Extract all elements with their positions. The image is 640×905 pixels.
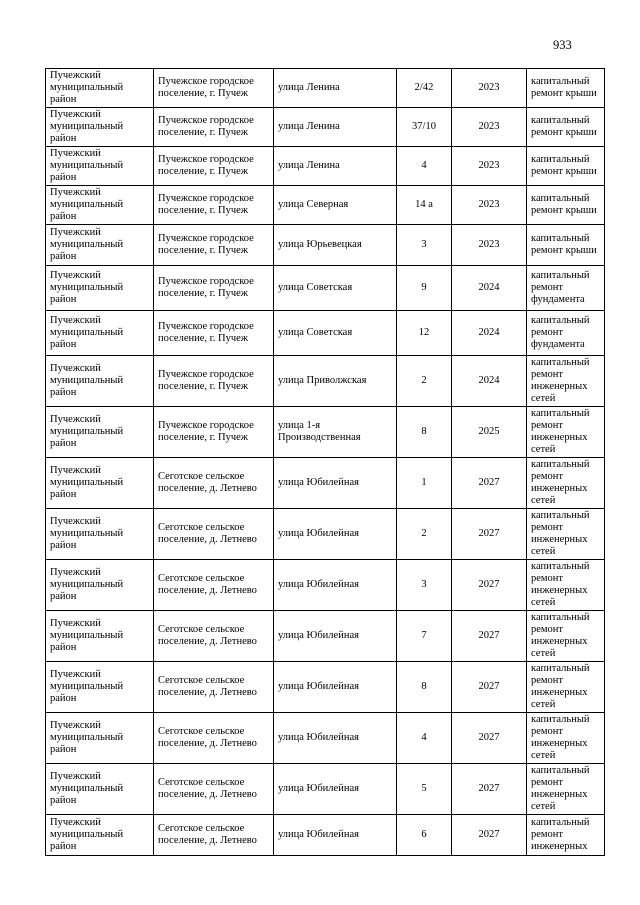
- district-cell: Пучежский муниципальный район: [46, 356, 154, 407]
- year-cell: 2027: [452, 611, 527, 662]
- street-cell: улица Ленина: [274, 108, 397, 147]
- district-cell: Пучежский муниципальный район: [46, 147, 154, 186]
- table-row: [46, 662, 605, 713]
- settlement-cell: Пучежское городское поселение, г. Пучеж: [154, 356, 274, 407]
- work-cell: капитальный ремонт инженерных сетей: [527, 356, 605, 407]
- year-cell: 2024: [452, 356, 527, 407]
- district-cell: Пучежский муниципальный район: [46, 225, 154, 266]
- table-row: [46, 356, 605, 407]
- district-cell: Пучежский муниципальный район: [46, 815, 154, 856]
- year-cell: 2027: [452, 458, 527, 509]
- work-cell: капитальный ремонт инженерных сетей: [527, 509, 605, 560]
- table-row: [46, 815, 605, 856]
- settlement-cell: Пучежское городское поселение, г. Пучеж: [154, 407, 274, 458]
- table-row: [46, 69, 605, 108]
- settlement-cell: Пучежское городское поселение, г. Пучеж: [154, 186, 274, 225]
- house-cell: 3: [397, 225, 452, 266]
- house-cell: 2: [397, 509, 452, 560]
- house-cell: 37/10: [397, 108, 452, 147]
- settlement-cell: Сеготское сельское поселение, д. Летнево: [154, 458, 274, 509]
- district-cell: Пучежский муниципальный район: [46, 108, 154, 147]
- district-cell: Пучежский муниципальный район: [46, 713, 154, 764]
- year-cell: 2023: [452, 225, 527, 266]
- street-cell: улица Юбилейная: [274, 662, 397, 713]
- house-cell: 14 а: [397, 186, 452, 225]
- table-row: [46, 225, 605, 266]
- street-cell: улица Юрьевецкая: [274, 225, 397, 266]
- year-cell: 2024: [452, 311, 527, 356]
- table-row: [46, 509, 605, 560]
- district-cell: Пучежский муниципальный район: [46, 266, 154, 311]
- year-cell: 2023: [452, 108, 527, 147]
- table-row: [46, 147, 605, 186]
- table-row: [46, 713, 605, 764]
- street-cell: улица Советская: [274, 311, 397, 356]
- table-row: [46, 266, 605, 311]
- street-cell: улица Юбилейная: [274, 509, 397, 560]
- table-row: [46, 108, 605, 147]
- work-cell: капитальный ремонт инженерных сетей: [527, 611, 605, 662]
- year-cell: 2027: [452, 560, 527, 611]
- year-cell: 2025: [452, 407, 527, 458]
- house-cell: 5: [397, 764, 452, 815]
- house-cell: 2/42: [397, 69, 452, 108]
- table-row: [46, 186, 605, 225]
- house-cell: 1: [397, 458, 452, 509]
- settlement-cell: Сеготское сельское поселение, д. Летнево: [154, 662, 274, 713]
- street-cell: улица Ленина: [274, 69, 397, 108]
- street-cell: улица Юбилейная: [274, 560, 397, 611]
- street-cell: улица Юбилейная: [274, 815, 397, 856]
- district-cell: Пучежский муниципальный район: [46, 186, 154, 225]
- house-cell: 2: [397, 356, 452, 407]
- page-number: 933: [553, 38, 572, 52]
- year-cell: 2023: [452, 69, 527, 108]
- work-cell: капитальный ремонт крыши: [527, 225, 605, 266]
- street-cell: улица 1-я Производственная: [274, 407, 397, 458]
- work-cell: капитальный ремонт инженерных сетей: [527, 458, 605, 509]
- street-cell: улица Ленина: [274, 147, 397, 186]
- work-cell: капитальный ремонт инженерных сетей: [527, 407, 605, 458]
- table-row: [46, 311, 605, 356]
- year-cell: 2024: [452, 266, 527, 311]
- district-cell: Пучежский муниципальный район: [46, 764, 154, 815]
- table-row: [46, 560, 605, 611]
- district-cell: Пучежский муниципальный район: [46, 662, 154, 713]
- settlement-cell: Сеготское сельское поселение, д. Летнево: [154, 560, 274, 611]
- year-cell: 2027: [452, 662, 527, 713]
- house-cell: 12: [397, 311, 452, 356]
- work-cell: капитальный ремонт инженерных сетей: [527, 764, 605, 815]
- street-cell: улица Юбилейная: [274, 458, 397, 509]
- settlement-cell: Пучежское городское поселение, г. Пучеж: [154, 311, 274, 356]
- year-cell: 2023: [452, 147, 527, 186]
- settlement-cell: Сеготское сельское поселение, д. Летнево: [154, 611, 274, 662]
- street-cell: улица Юбилейная: [274, 764, 397, 815]
- work-cell: капитальный ремонт крыши: [527, 147, 605, 186]
- house-cell: 8: [397, 662, 452, 713]
- housing-repair-table: [45, 68, 605, 856]
- street-cell: улица Юбилейная: [274, 713, 397, 764]
- house-cell: 7: [397, 611, 452, 662]
- street-cell: улица Северная: [274, 186, 397, 225]
- table-row: [46, 611, 605, 662]
- house-cell: 3: [397, 560, 452, 611]
- settlement-cell: Пучежское городское поселение, г. Пучеж: [154, 108, 274, 147]
- table-row: [46, 458, 605, 509]
- settlement-cell: Пучежское городское поселение, г. Пучеж: [154, 266, 274, 311]
- district-cell: Пучежский муниципальный район: [46, 560, 154, 611]
- settlement-cell: Сеготское сельское поселение, д. Летнево: [154, 815, 274, 856]
- work-cell: капитальный ремонт крыши: [527, 69, 605, 108]
- settlement-cell: Сеготское сельское поселение, д. Летнево: [154, 764, 274, 815]
- work-cell: капитальный ремонт фундамента: [527, 266, 605, 311]
- work-cell: капитальный ремонт крыши: [527, 186, 605, 225]
- year-cell: 2027: [452, 509, 527, 560]
- street-cell: улица Юбилейная: [274, 611, 397, 662]
- street-cell: улица Советская: [274, 266, 397, 311]
- work-cell: капитальный ремонт крыши: [527, 108, 605, 147]
- district-cell: Пучежский муниципальный район: [46, 509, 154, 560]
- district-cell: Пучежский муниципальный район: [46, 69, 154, 108]
- district-cell: Пучежский муниципальный район: [46, 311, 154, 356]
- district-cell: Пучежский муниципальный район: [46, 458, 154, 509]
- settlement-cell: Сеготское сельское поселение, д. Летнево: [154, 509, 274, 560]
- work-cell: капитальный ремонт инженерных: [527, 815, 605, 856]
- work-cell: капитальный ремонт инженерных сетей: [527, 662, 605, 713]
- year-cell: 2027: [452, 815, 527, 856]
- table-row: [46, 407, 605, 458]
- year-cell: 2027: [452, 713, 527, 764]
- settlement-cell: Сеготское сельское поселение, д. Летнево: [154, 713, 274, 764]
- district-cell: Пучежский муниципальный район: [46, 407, 154, 458]
- house-cell: 9: [397, 266, 452, 311]
- settlement-cell: Пучежское городское поселение, г. Пучеж: [154, 147, 274, 186]
- work-cell: капитальный ремонт фундамента: [527, 311, 605, 356]
- settlement-cell: Пучежское городское поселение, г. Пучеж: [154, 225, 274, 266]
- house-cell: 6: [397, 815, 452, 856]
- street-cell: улица Приволжская: [274, 356, 397, 407]
- district-cell: Пучежский муниципальный район: [46, 611, 154, 662]
- table-row: [46, 764, 605, 815]
- work-cell: капитальный ремонт инженерных сетей: [527, 713, 605, 764]
- house-cell: 4: [397, 147, 452, 186]
- year-cell: 2023: [452, 186, 527, 225]
- house-cell: 8: [397, 407, 452, 458]
- house-cell: 4: [397, 713, 452, 764]
- settlement-cell: Пучежское городское поселение, г. Пучеж: [154, 69, 274, 108]
- year-cell: 2027: [452, 764, 527, 815]
- work-cell: капитальный ремонт инженерных сетей: [527, 560, 605, 611]
